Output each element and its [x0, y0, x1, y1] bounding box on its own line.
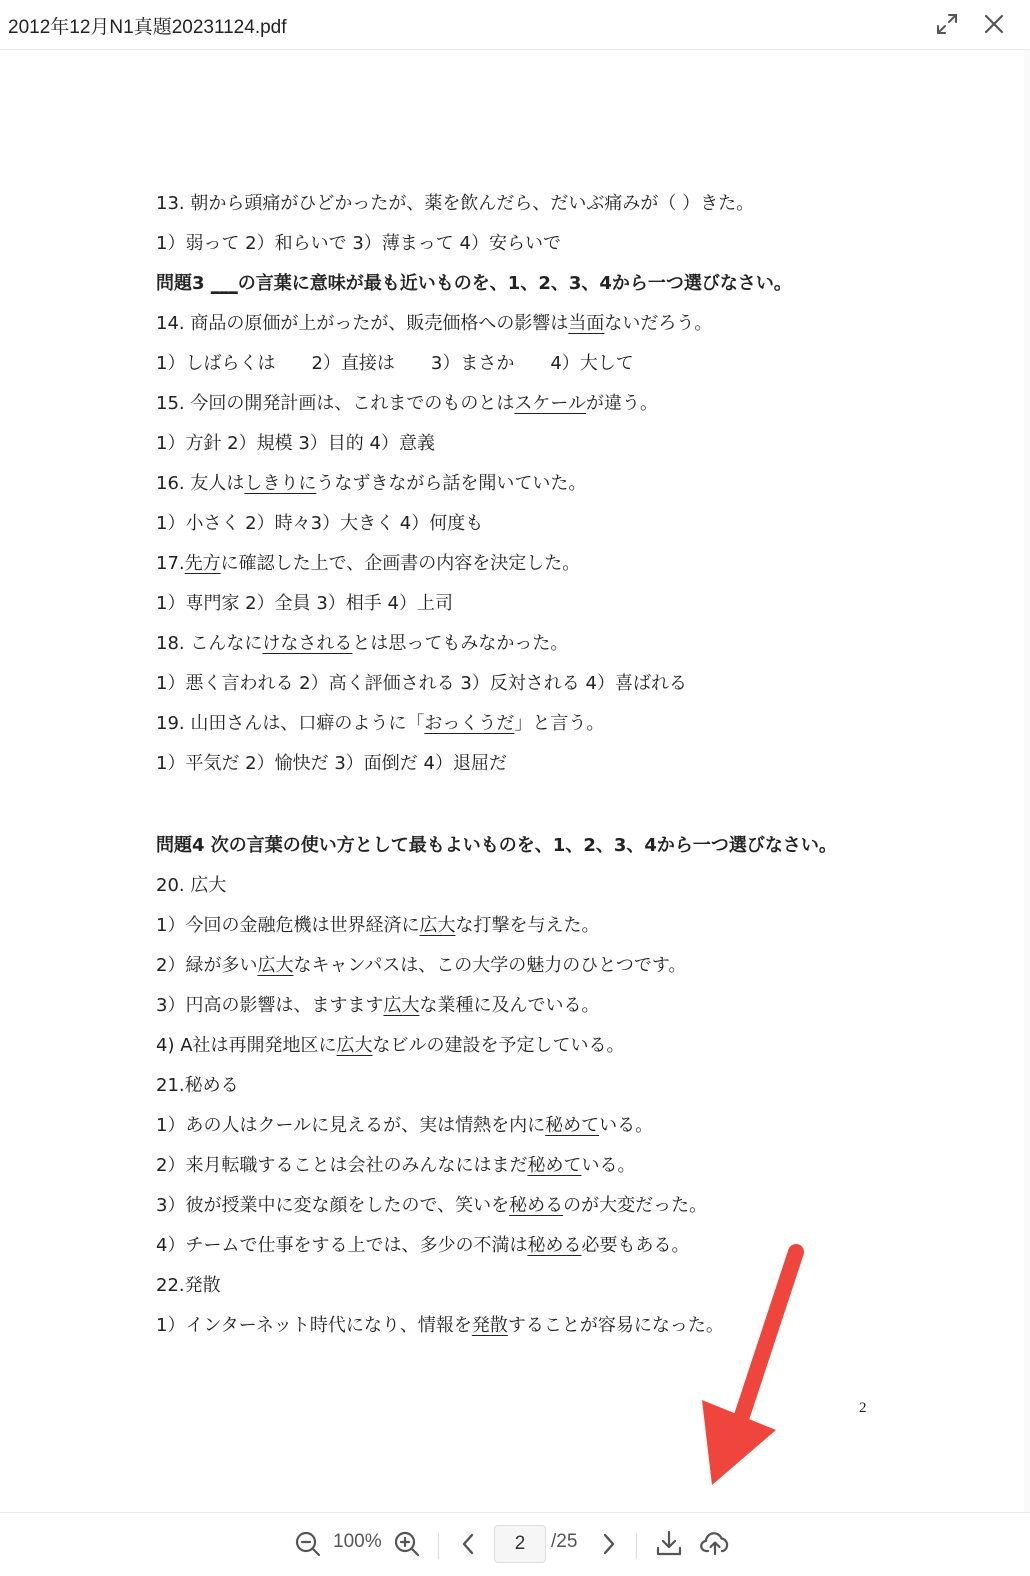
document-text-line [156, 432, 435, 456]
text-run: 3）円高の影響は、ますます [156, 995, 384, 1016]
underlined-term: 秘めて [527, 1155, 582, 1176]
text-run: いる。 [599, 1115, 654, 1136]
text-run: な業種に及んでいる。 [419, 995, 600, 1016]
text-run: することが容易になった。 [507, 1315, 724, 1336]
scrollbar-track[interactable] [1024, 50, 1030, 1512]
document-text-line [156, 954, 686, 978]
text-run: の言葉に意味が最も近いものを、1、2、3、4から一つ選びなさい。 [237, 273, 792, 294]
underlined-term: しきりに [244, 473, 317, 494]
document-text-line [156, 472, 586, 496]
document-text-line [156, 392, 658, 416]
text-run: 19. 山田さんは、口癖のように「 [156, 713, 425, 734]
text-run: 1）小さく 2）時々3）大きく 4）何度も [156, 513, 484, 534]
page-number-input[interactable]: 2 [494, 1525, 546, 1563]
underlined-term: けなされる [262, 633, 353, 654]
cloud-upload-icon [700, 1529, 730, 1557]
underlined-term: 発散 [471, 1315, 508, 1336]
text-run: 1）インターネット時代になり、情報を [156, 1315, 472, 1336]
underlined-term: 秘める [527, 1235, 582, 1256]
text-run: 1）今回の金融危機は世界経済に [156, 915, 420, 936]
document-text-line [156, 552, 580, 576]
document-text-line [156, 1274, 221, 1298]
document-text-line [156, 874, 226, 898]
text-run: 問題3 [156, 273, 211, 294]
document-text-line [156, 1114, 653, 1138]
text-run: 」と言う。 [514, 713, 605, 734]
document-text-line [156, 1074, 239, 1098]
text-run: 15. 今回の開発計画は、これまでのものとは [156, 393, 515, 414]
text-run: 4) A社は再開発地区に [156, 1035, 337, 1056]
document-text-line [156, 352, 634, 376]
text-run: 1）専門家 2）全員 3）相手 4）上司 [156, 593, 453, 614]
title-bar [0, 0, 1030, 50]
text-run: 問題4 次の言葉の使い方として最もよいものを、1、2、3、4から一つ選びなさい。 [156, 835, 837, 856]
text-run: 14. 商品の原価が上がったが、販売価格への影響は [156, 313, 569, 334]
text-run: とは思ってもみなかった。 [352, 633, 569, 654]
document-text-line [156, 512, 483, 536]
text-run: 1）方針 2）規模 3）目的 4）意義 [156, 433, 435, 454]
document-text-line [156, 192, 754, 216]
zoom-out-icon [294, 1530, 322, 1558]
text-run: 必要もある。 [581, 1235, 690, 1256]
document-title: 2012年12月N1真題20231124.pdf [8, 17, 287, 38]
expand-icon [934, 11, 960, 37]
document-text-line [156, 914, 599, 938]
prev-page-button[interactable] [455, 1530, 483, 1562]
underlined-term: 先方 [184, 553, 221, 574]
underlined-term: 広大 [419, 915, 456, 936]
document-text-line [156, 994, 599, 1018]
text-run: 1）あの人はクールに見えるが、実は情熱を内に [156, 1115, 546, 1136]
document-text-line [156, 632, 568, 656]
text-run: 1）悪く言われる 2）高く評価される 3）反対される 4）喜ばれる [156, 673, 687, 694]
zoom-in-icon [393, 1530, 421, 1558]
text-run: な打撃を与えた。 [455, 915, 600, 936]
toolbar-divider [438, 1533, 439, 1559]
underlined-term: 広大 [257, 955, 294, 976]
underlined-term: スケール [514, 393, 586, 414]
total-pages: /25 [551, 1531, 578, 1552]
text-run: 13. 朝から頭痛がひどかったが、薬を飲んだら、だいぶ痛みが（ ）きた。 [156, 193, 755, 214]
document-text-line [156, 232, 561, 256]
text-run: 1）弱って 2）和らいで 3）薄まって 4）安らいで [156, 233, 561, 254]
underlined-term: 秘める [509, 1195, 564, 1216]
text-run: なキャンパスは、この大学の魅力のひとつです。 [293, 955, 687, 976]
text-run: なビルの建設を予定している。 [372, 1035, 625, 1056]
text-run: 1）しばらくは 2）直接は 3）まさか 4）大して [156, 353, 634, 374]
text-run: うなずきながら話を聞いていた。 [316, 473, 587, 494]
document-text-line [156, 1194, 707, 1218]
underlined-term: おっくうだ [424, 713, 515, 734]
text-run: に確認した上で、企画書の内容を決定した。 [220, 553, 581, 574]
underlined-term: ___ [210, 273, 238, 294]
underlined-term: 当面 [568, 313, 605, 334]
text-run: 1）平気だ 2）愉快だ 3）面倒だ 4）退屈だ [156, 753, 507, 774]
cloud-upload-button[interactable] [700, 1529, 730, 1561]
text-run: 4）チームで仕事をする上では、多少の不満は [156, 1235, 528, 1256]
text-run: 21.秘める [156, 1075, 239, 1096]
document-text-line [156, 312, 712, 336]
text-run: 3）彼が授業中に変な顔をしたので、笑いを [156, 1195, 510, 1216]
next-page-icon [594, 1530, 622, 1558]
document-text-line [156, 1154, 635, 1178]
document-text-line [156, 1034, 625, 1058]
page-footer-number: 2 [859, 1400, 867, 1416]
text-run: 2）緑が多い [156, 955, 258, 976]
text-run: いる。 [581, 1155, 636, 1176]
pdf-page [0, 50, 1024, 1512]
underlined-term: 広大 [336, 1035, 373, 1056]
underlined-term: 秘めて [545, 1115, 600, 1136]
text-run: 16. 友人は [156, 473, 245, 494]
section-heading [156, 834, 837, 858]
document-text-line [156, 592, 453, 616]
text-run: が違う。 [586, 393, 658, 414]
close-button[interactable] [981, 11, 1007, 37]
text-run: ないだろう。 [604, 313, 713, 334]
close-icon [981, 11, 1007, 37]
underlined-term: 広大 [383, 995, 420, 1016]
section-heading [156, 272, 792, 296]
download-button[interactable] [655, 1529, 683, 1561]
download-icon [655, 1529, 683, 1557]
document-text-line [156, 1234, 689, 1258]
fullscreen-button[interactable] [934, 11, 960, 37]
text-run: 22.発散 [156, 1275, 221, 1296]
pdf-toolbar [0, 1512, 1030, 1576]
zoom-in-button[interactable] [393, 1530, 421, 1562]
next-page-button[interactable] [594, 1530, 622, 1562]
text-run: 20. 広大 [156, 875, 227, 896]
text-run: のが大変だった。 [563, 1195, 708, 1216]
document-text-line [156, 752, 507, 776]
zoom-out-button[interactable] [294, 1530, 322, 1562]
document-text-line [156, 672, 687, 696]
prev-page-icon [455, 1530, 483, 1558]
toolbar-divider [636, 1533, 637, 1559]
red-arrow-annotation [690, 1240, 820, 1490]
text-run: 2）来月転職することは会社のみんなにはまだ [156, 1155, 528, 1176]
zoom-level: 100% [333, 1531, 382, 1552]
text-run: 17. [156, 553, 185, 574]
document-text-line [156, 1314, 724, 1338]
document-text-line [156, 712, 604, 736]
text-run: 18. こんなに [156, 633, 263, 654]
